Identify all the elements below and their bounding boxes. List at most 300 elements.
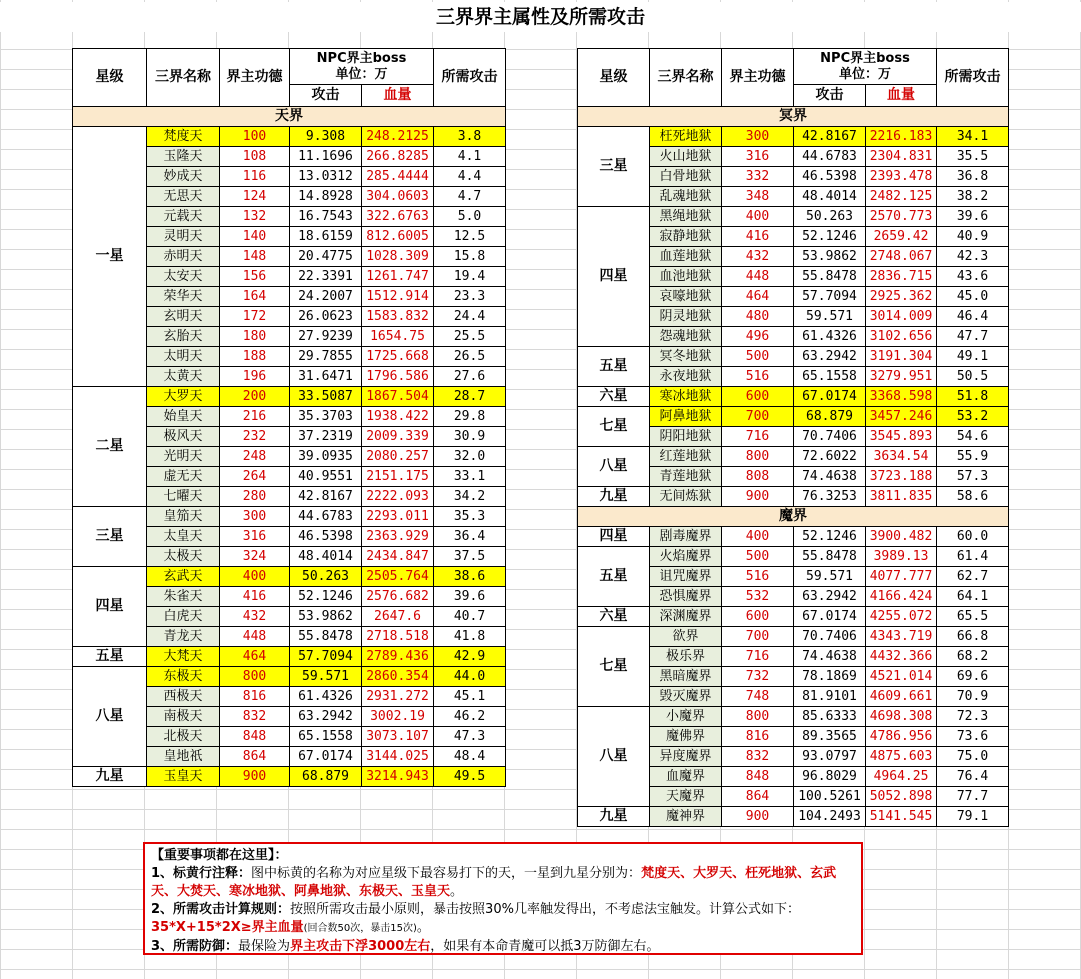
boss-attack: 16.7543 (290, 207, 362, 227)
boss-attack: 52.1246 (794, 227, 866, 247)
boss-attack: 27.9239 (290, 327, 362, 347)
boss-hp: 2151.175 (362, 467, 434, 487)
boss-attack: 53.9862 (290, 607, 362, 627)
boss-attack: 29.7855 (290, 347, 362, 367)
boss-hp: 1654.75 (362, 327, 434, 347)
boss-attack: 68.879 (794, 407, 866, 427)
realm-merit: 188 (220, 347, 290, 367)
required-attack: 75.0 (937, 747, 1009, 767)
required-attack: 27.6 (434, 367, 506, 387)
boss-hp: 1261.747 (362, 267, 434, 287)
important-notes-box (143, 842, 863, 955)
realm-name: 玉皇天 (147, 767, 220, 787)
star-level: 九星 (578, 487, 650, 507)
realm-name: 灵明天 (147, 227, 220, 247)
realm-merit: 180 (220, 327, 290, 347)
realm-merit: 700 (722, 407, 794, 427)
boss-hp: 4875.603 (866, 747, 937, 767)
realm-name: 枉死地狱 (650, 127, 722, 147)
boss-hp: 2293.011 (362, 507, 434, 527)
zone-header: 天界 (73, 107, 506, 127)
star-level: 九星 (578, 807, 650, 827)
boss-hp: 3368.598 (866, 387, 937, 407)
realm-name: 七曜天 (147, 487, 220, 507)
boss-hp: 2009.339 (362, 427, 434, 447)
star-level: 八星 (73, 667, 147, 767)
header-attack: 攻击 (794, 85, 866, 107)
boss-hp: 3811.835 (866, 487, 937, 507)
header-hp: 血量 (866, 85, 937, 107)
boss-attack: 52.1246 (290, 587, 362, 607)
realm-name: 东极天 (147, 667, 220, 687)
boss-attack: 74.4638 (794, 647, 866, 667)
boss-attack: 55.8478 (794, 267, 866, 287)
realm-name: 乱魂地狱 (650, 187, 722, 207)
table-row (73, 567, 506, 587)
table-row (578, 387, 1009, 407)
realm-name: 玄胎天 (147, 327, 220, 347)
realm-name: 南极天 (147, 707, 220, 727)
boss-attack: 63.2942 (794, 347, 866, 367)
realm-name: 火山地狱 (650, 147, 722, 167)
realm-merit: 516 (722, 567, 794, 587)
boss-attack: 48.4014 (794, 187, 866, 207)
boss-hp: 3457.246 (866, 407, 937, 427)
boss-hp: 3144.025 (362, 747, 434, 767)
realm-merit: 900 (220, 767, 290, 787)
boss-hp: 2363.929 (362, 527, 434, 547)
realm-name: 寒冰地狱 (650, 387, 722, 407)
realm-merit: 800 (220, 667, 290, 687)
realm-merit: 116 (220, 167, 290, 187)
realm-name: 大罗天 (147, 387, 220, 407)
boss-hp: 1725.668 (362, 347, 434, 367)
boss-attack: 44.6783 (290, 507, 362, 527)
realm-name: 太极天 (147, 547, 220, 567)
boss-attack: 65.1558 (794, 367, 866, 387)
boss-attack: 14.8928 (290, 187, 362, 207)
star-level: 八星 (578, 447, 650, 487)
boss-hp: 4432.366 (866, 647, 937, 667)
boss-hp: 3102.656 (866, 327, 937, 347)
realm-merit: 800 (722, 447, 794, 467)
table-row (578, 207, 1009, 227)
boss-attack: 42.8167 (794, 127, 866, 147)
realm-merit: 140 (220, 227, 290, 247)
realm-name: 血池地狱 (650, 267, 722, 287)
star-level: 七星 (578, 407, 650, 447)
boss-attack: 93.0797 (794, 747, 866, 767)
realm-name: 皇地祇 (147, 747, 220, 767)
realm-merit: 600 (722, 607, 794, 627)
boss-attack: 13.0312 (290, 167, 362, 187)
required-attack: 42.9 (434, 647, 506, 667)
header-name: 三界名称 (147, 49, 220, 107)
required-attack: 58.6 (937, 487, 1009, 507)
realm-name: 深渊魔界 (650, 607, 722, 627)
table-row (578, 347, 1009, 367)
star-level: 二星 (73, 387, 147, 507)
boss-hp: 4521.014 (866, 667, 937, 687)
realm-name: 皇笳天 (147, 507, 220, 527)
realm-merit: 348 (722, 187, 794, 207)
boss-hp: 5141.545 (866, 807, 937, 827)
boss-attack: 100.5261 (794, 787, 866, 807)
boss-hp: 4343.719 (866, 627, 937, 647)
realm-name: 玄明天 (147, 307, 220, 327)
table-row (73, 507, 506, 527)
realm-name: 荣华天 (147, 287, 220, 307)
realm-name: 太黄天 (147, 367, 220, 387)
boss-attack: 39.0935 (290, 447, 362, 467)
realm-merit: 808 (722, 467, 794, 487)
required-attack: 60.0 (937, 527, 1009, 547)
realm-merit: 400 (220, 567, 290, 587)
star-level: 五星 (73, 647, 147, 667)
realm-name: 异度魔界 (650, 747, 722, 767)
boss-hp: 1583.832 (362, 307, 434, 327)
boss-attack: 72.6022 (794, 447, 866, 467)
underworld-demon-realm-table (577, 48, 1009, 827)
boss-hp: 2925.362 (866, 287, 937, 307)
header-boss-unit: 单位：万 (335, 66, 388, 82)
required-attack: 43.6 (937, 267, 1009, 287)
realm-merit: 196 (220, 367, 290, 387)
boss-hp: 4786.956 (866, 727, 937, 747)
required-attack: 42.3 (937, 247, 1009, 267)
zone-row (578, 507, 1009, 527)
realm-merit: 164 (220, 287, 290, 307)
boss-hp: 5052.898 (866, 787, 937, 807)
realm-name: 元载天 (147, 207, 220, 227)
boss-attack: 35.3703 (290, 407, 362, 427)
boss-hp: 2080.257 (362, 447, 434, 467)
realm-name: 魔神界 (650, 807, 722, 827)
boss-attack: 70.7406 (794, 427, 866, 447)
required-attack: 49.1 (937, 347, 1009, 367)
required-attack: 35.3 (434, 507, 506, 527)
required-attack: 47.3 (434, 727, 506, 747)
boss-attack: 52.1246 (794, 527, 866, 547)
header-hp: 血量 (362, 85, 434, 107)
attack-formula: 35*X+15*2X≥界主血量 (151, 920, 304, 935)
required-attack: 50.5 (937, 367, 1009, 387)
realm-merit: 716 (722, 647, 794, 667)
realm-name: 白骨地狱 (650, 167, 722, 187)
boss-hp: 2659.42 (866, 227, 937, 247)
realm-name: 血魔界 (650, 767, 722, 787)
required-attack: 45.1 (434, 687, 506, 707)
boss-hp: 2931.272 (362, 687, 434, 707)
required-attack: 39.6 (937, 207, 1009, 227)
realm-name: 小魔界 (650, 707, 722, 727)
realm-merit: 732 (722, 667, 794, 687)
realm-name: 青莲地狱 (650, 467, 722, 487)
realm-merit: 800 (722, 707, 794, 727)
required-attack: 33.1 (434, 467, 506, 487)
realm-merit: 400 (722, 207, 794, 227)
required-attack: 61.4 (937, 547, 1009, 567)
star-level: 八星 (578, 707, 650, 807)
realm-name: 北极天 (147, 727, 220, 747)
boss-hp: 2748.067 (866, 247, 937, 267)
note-item-3: 3、所需防御：最保险为界主攻击下浮3000左右，如果有本命青魔可以抵3万防御左右。 (151, 939, 660, 954)
note-item-2: 2、所需攻击计算规则：按照所需攻击最小原则，暴击按照30%几率触发得出，不考虑法宝触发。计算公式如下：35*X+15*2X≥界主血量(回合数50次，暴击15次)。 (151, 902, 800, 935)
boss-attack: 26.0623 (290, 307, 362, 327)
realm-name: 白虎天 (147, 607, 220, 627)
realm-merit: 832 (220, 707, 290, 727)
boss-attack: 67.0174 (794, 607, 866, 627)
boss-attack: 59.571 (794, 567, 866, 587)
realm-merit: 148 (220, 247, 290, 267)
realm-name: 怨魂地狱 (650, 327, 722, 347)
table-row (578, 547, 1009, 567)
boss-hp: 4609.661 (866, 687, 937, 707)
required-attack: 40.7 (434, 607, 506, 627)
boss-hp: 812.6005 (362, 227, 434, 247)
realm-merit: 516 (722, 367, 794, 387)
zone-row (73, 107, 506, 127)
realm-merit: 400 (722, 527, 794, 547)
realm-merit: 816 (220, 687, 290, 707)
header-star: 星级 (73, 49, 147, 107)
realm-merit: 500 (722, 547, 794, 567)
boss-hp: 3900.482 (866, 527, 937, 547)
boss-hp: 3002.19 (362, 707, 434, 727)
boss-attack: 50.263 (794, 207, 866, 227)
boss-attack: 81.9101 (794, 687, 866, 707)
boss-attack: 68.879 (290, 767, 362, 787)
realm-merit: 496 (722, 327, 794, 347)
boss-hp: 2304.831 (866, 147, 937, 167)
required-attack: 45.0 (937, 287, 1009, 307)
star-level: 三星 (578, 127, 650, 207)
realm-name: 太安天 (147, 267, 220, 287)
required-attack: 54.6 (937, 427, 1009, 447)
realm-name: 太明天 (147, 347, 220, 367)
required-attack: 28.7 (434, 387, 506, 407)
required-attack: 40.9 (937, 227, 1009, 247)
realm-merit: 716 (722, 427, 794, 447)
boss-hp: 1512.914 (362, 287, 434, 307)
realm-merit: 864 (722, 787, 794, 807)
realm-name: 魔佛界 (650, 727, 722, 747)
realm-merit: 848 (220, 727, 290, 747)
realm-merit: 172 (220, 307, 290, 327)
star-level: 五星 (578, 547, 650, 607)
boss-attack: 67.0174 (290, 747, 362, 767)
realm-name: 诅咒魔界 (650, 567, 722, 587)
required-attack: 77.7 (937, 787, 1009, 807)
boss-attack: 74.4638 (794, 467, 866, 487)
boss-hp: 3723.188 (866, 467, 937, 487)
required-attack: 29.8 (434, 407, 506, 427)
boss-hp: 3989.13 (866, 547, 937, 567)
realm-name: 天魔界 (650, 787, 722, 807)
required-attack: 79.1 (937, 807, 1009, 827)
realm-merit: 316 (722, 147, 794, 167)
boss-hp: 2216.183 (866, 127, 937, 147)
required-attack: 47.7 (937, 327, 1009, 347)
header-name: 三界名称 (650, 49, 722, 107)
required-attack: 70.9 (937, 687, 1009, 707)
boss-attack: 85.6333 (794, 707, 866, 727)
notes-heading: 【重要事项都在这里】： (151, 848, 288, 863)
boss-attack: 55.8478 (794, 547, 866, 567)
realm-name: 血莲地狱 (650, 247, 722, 267)
table-row (578, 807, 1009, 827)
required-attack: 4.4 (434, 167, 506, 187)
boss-attack: 20.4775 (290, 247, 362, 267)
boss-hp: 2789.436 (362, 647, 434, 667)
required-attack: 68.2 (937, 647, 1009, 667)
required-attack: 53.2 (937, 407, 1009, 427)
boss-attack: 61.4326 (290, 687, 362, 707)
boss-hp: 4166.424 (866, 587, 937, 607)
boss-hp: 2576.682 (362, 587, 434, 607)
realm-merit: 900 (722, 807, 794, 827)
star-level: 七星 (578, 627, 650, 707)
realm-merit: 300 (220, 507, 290, 527)
required-attack: 39.6 (434, 587, 506, 607)
header-star: 星级 (578, 49, 650, 107)
realm-name: 寂静地狱 (650, 227, 722, 247)
table-row (578, 487, 1009, 507)
boss-hp: 4255.072 (866, 607, 937, 627)
zone-row (578, 107, 1009, 127)
star-level: 九星 (73, 767, 147, 787)
table-row (73, 647, 506, 667)
required-attack: 55.9 (937, 447, 1009, 467)
required-attack: 66.8 (937, 627, 1009, 647)
realm-name: 毁灭魔界 (650, 687, 722, 707)
realm-merit: 600 (722, 387, 794, 407)
boss-hp: 2505.764 (362, 567, 434, 587)
required-attack: 72.3 (937, 707, 1009, 727)
boss-attack: 18.6159 (290, 227, 362, 247)
required-attack: 76.4 (937, 767, 1009, 787)
boss-hp: 4698.308 (866, 707, 937, 727)
required-attack: 4.1 (434, 147, 506, 167)
boss-hp: 1938.422 (362, 407, 434, 427)
header-npc-boss (794, 49, 937, 85)
boss-hp: 1028.309 (362, 247, 434, 267)
realm-name: 光明天 (147, 447, 220, 467)
realm-name: 妙成天 (147, 167, 220, 187)
realm-name: 黑绳地狱 (650, 207, 722, 227)
required-attack: 57.3 (937, 467, 1009, 487)
boss-attack: 59.571 (794, 307, 866, 327)
boss-attack: 89.3565 (794, 727, 866, 747)
table-row (73, 667, 506, 687)
boss-attack: 104.2493 (794, 807, 866, 827)
header-boss-title: NPC界主boss (820, 50, 910, 66)
boss-attack: 46.5398 (794, 167, 866, 187)
realm-merit: 532 (722, 587, 794, 607)
required-attack: 46.2 (434, 707, 506, 727)
boss-attack: 67.0174 (794, 387, 866, 407)
boss-attack: 65.1558 (290, 727, 362, 747)
realm-merit: 132 (220, 207, 290, 227)
table-row (578, 607, 1009, 627)
required-attack: 44.0 (434, 667, 506, 687)
heaven-realm-table (72, 48, 506, 787)
realm-merit: 324 (220, 547, 290, 567)
realm-name: 黑暗魔界 (650, 667, 722, 687)
boss-hp: 1796.586 (362, 367, 434, 387)
realm-name: 虚无天 (147, 467, 220, 487)
realm-merit: 332 (722, 167, 794, 187)
required-attack: 5.0 (434, 207, 506, 227)
realm-name: 冥冬地狱 (650, 347, 722, 367)
required-attack: 35.5 (937, 147, 1009, 167)
boss-hp: 304.0603 (362, 187, 434, 207)
boss-hp: 322.6763 (362, 207, 434, 227)
boss-attack: 33.5087 (290, 387, 362, 407)
zone-header: 冥界 (578, 107, 1009, 127)
boss-attack: 50.263 (290, 567, 362, 587)
realm-merit: 700 (722, 627, 794, 647)
realm-merit: 280 (220, 487, 290, 507)
boss-attack: 44.6783 (794, 147, 866, 167)
realm-name: 剧毒魔界 (650, 527, 722, 547)
required-attack: 19.4 (434, 267, 506, 287)
required-attack: 65.5 (937, 607, 1009, 627)
required-attack: 32.0 (434, 447, 506, 467)
required-attack: 38.6 (434, 567, 506, 587)
boss-attack: 31.6471 (290, 367, 362, 387)
boss-attack: 24.2007 (290, 287, 362, 307)
realm-name: 梵度天 (147, 127, 220, 147)
realm-merit: 232 (220, 427, 290, 447)
realm-merit: 448 (220, 627, 290, 647)
required-attack: 12.5 (434, 227, 506, 247)
boss-hp: 2836.715 (866, 267, 937, 287)
realm-merit: 900 (722, 487, 794, 507)
boss-hp: 266.8285 (362, 147, 434, 167)
realm-name: 大梵天 (147, 647, 220, 667)
boss-hp: 3545.893 (866, 427, 937, 447)
realm-merit: 124 (220, 187, 290, 207)
header-boss-unit: 单位：万 (839, 66, 892, 82)
boss-hp: 2434.847 (362, 547, 434, 567)
boss-attack: 46.5398 (290, 527, 362, 547)
required-attack: 24.4 (434, 307, 506, 327)
realm-name: 火焰魔界 (650, 547, 722, 567)
realm-merit: 316 (220, 527, 290, 547)
table-row (578, 407, 1009, 427)
realm-name: 极乐界 (650, 647, 722, 667)
table-row (578, 127, 1009, 147)
boss-hp: 2222.093 (362, 487, 434, 507)
boss-hp: 2570.773 (866, 207, 937, 227)
realm-merit: 216 (220, 407, 290, 427)
header-required: 所需攻击 (937, 49, 1009, 107)
required-attack: 48.4 (434, 747, 506, 767)
realm-merit: 416 (220, 587, 290, 607)
realm-name: 永夜地狱 (650, 367, 722, 387)
star-level: 四星 (578, 527, 650, 547)
required-attack: 34.1 (937, 127, 1009, 147)
realm-merit: 848 (722, 767, 794, 787)
required-attack: 26.5 (434, 347, 506, 367)
boss-attack: 78.1869 (794, 667, 866, 687)
header-merit: 界主功德 (722, 49, 794, 107)
table-row (73, 767, 506, 787)
boss-attack: 76.3253 (794, 487, 866, 507)
star-level: 一星 (73, 127, 147, 387)
realm-merit: 432 (722, 247, 794, 267)
